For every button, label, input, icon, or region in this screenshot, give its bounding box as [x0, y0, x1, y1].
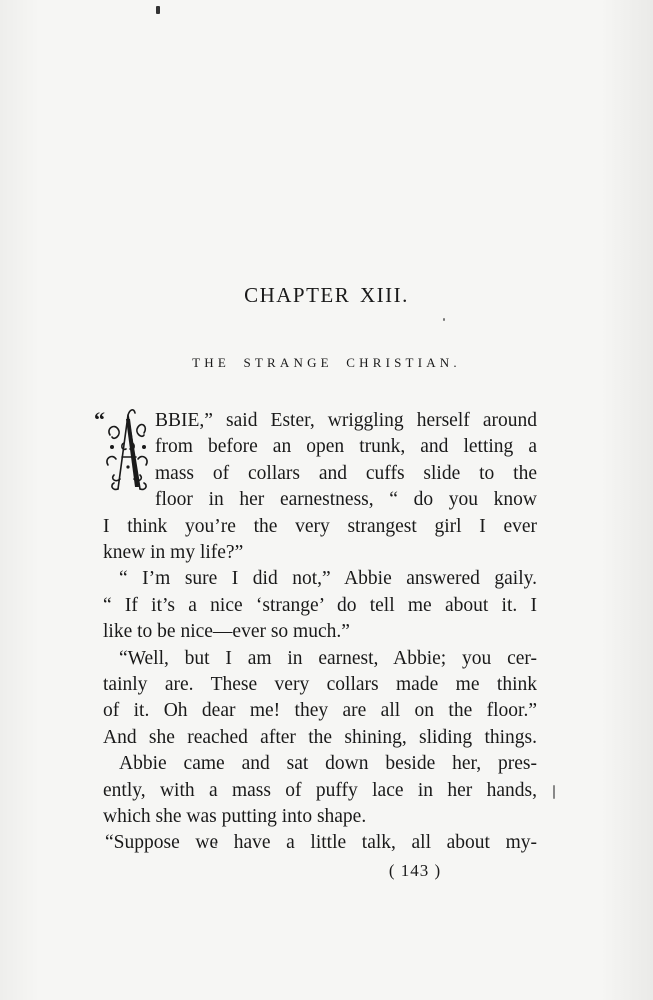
drop-cap — [94, 405, 150, 495]
drop-cap-quote: “ — [94, 407, 105, 432]
body-line: mass of collars and cuffs slide to the — [155, 462, 537, 484]
ink-speck — [443, 318, 445, 321]
chapter-title: CHAPTER XIII. — [244, 283, 409, 307]
chapter-subtitle: THE STRANGE CHRISTIAN. — [192, 355, 461, 370]
body-line: “ I’m sure I did not,” Abbie answered gaily. — [119, 568, 537, 590]
ink-speck — [156, 6, 160, 14]
body-line: which she was putting into shape. — [103, 806, 367, 827]
body-line: of it. Oh dear me! they are all on the floor.” — [103, 700, 537, 722]
body-line: ently, with a mass of puffy lace in her hands, — [103, 779, 537, 801]
body-line: And she reached after the shining, sliding things. — [103, 726, 537, 748]
body-line: I think you’re the very strangest girl I ever — [103, 515, 537, 537]
body-line: BBIE,” said Ester, wriggling herself around — [155, 410, 537, 431]
page-number: ( 143 ) — [388, 860, 442, 880]
body-line: floor in her earnestness, “ do you know — [155, 489, 537, 511]
body-line: from before an open trunk, and letting a — [155, 436, 537, 458]
body-line: Abbie came and sat down beside her, pres- — [119, 753, 537, 775]
body-line: like to be nice—ever so much.” — [103, 621, 350, 643]
body-line: “Well, but I am in earnest, Abbie; you cer- — [119, 647, 537, 669]
body-line: knew in my life?” — [103, 542, 244, 563]
body-line: tainly are. These very collars made me think — [103, 674, 537, 695]
ornamental-initial-icon — [104, 405, 150, 495]
body-line: “Suppose we have a little talk, all about my- — [105, 832, 537, 854]
body-line: “ If it’s a nice ‘strange’ do tell me about it. I — [103, 594, 537, 616]
ink-speck — [553, 785, 555, 799]
